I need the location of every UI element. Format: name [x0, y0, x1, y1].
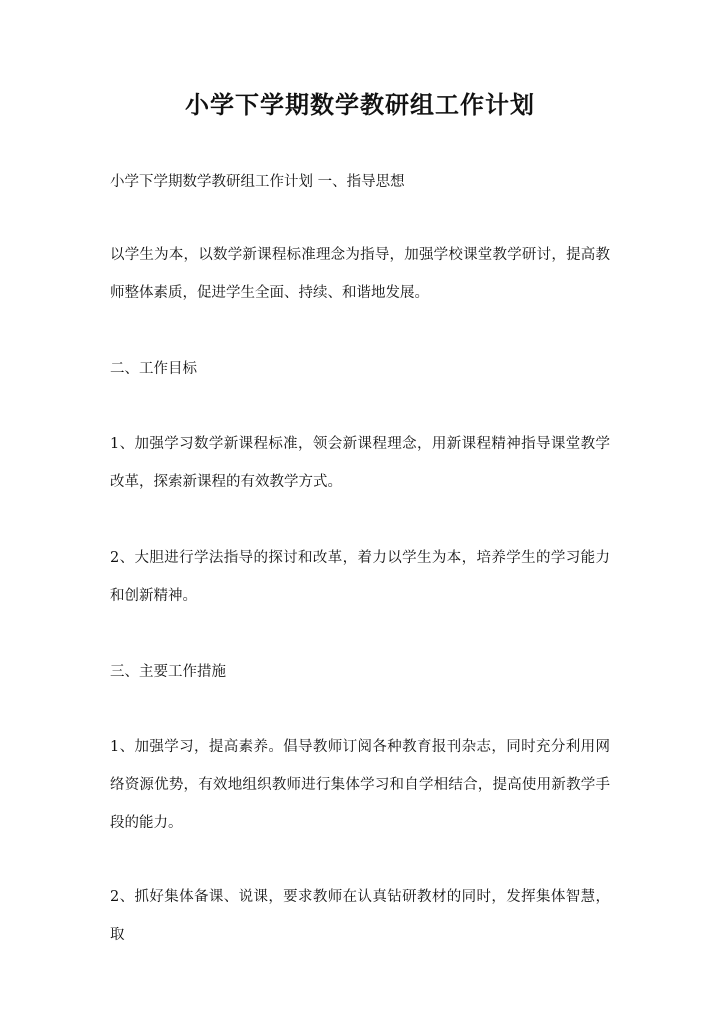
goal-paragraph-2: 2、大胆进行学法指导的探讨和改革，着力以学生为本，培养学生的学习能力和创新精神。	[110, 550, 610, 604]
measure-paragraph-2: 2、抓好集体备课、说课，要求教师在认真钻研教材的同时，发挥集体智慧，取	[110, 889, 610, 943]
guiding-thought-paragraph: 以学生为本，以数学新课程标准理念为指导，加强学校课堂教学研讨，提高教师整体素质，促进学生全面、持续、和谐地发展。	[110, 247, 610, 301]
document-title: 小学下学期数学教研组工作计划	[185, 90, 535, 119]
measure-paragraph-1: 1、加强学习，提高素养。倡导教师订阅各种教育报刊杂志，同时充分利用网络资源优势，有效地组织教师进行集体学习和自学相结合，提高使用新教学手段的能力。	[110, 739, 610, 831]
goal-paragraph-1: 1、加强学习数学新课程标准，领会新课程理念，用新课程精神指导课堂教学改革，探索新课程的有效教学方式。	[110, 436, 610, 490]
section-heading-goals: 二、工作目标	[110, 361, 197, 377]
intro-line: 小学下学期数学教研组工作计划 一、指导思想	[110, 174, 405, 190]
section-heading-measures: 三、主要工作措施	[110, 664, 226, 680]
